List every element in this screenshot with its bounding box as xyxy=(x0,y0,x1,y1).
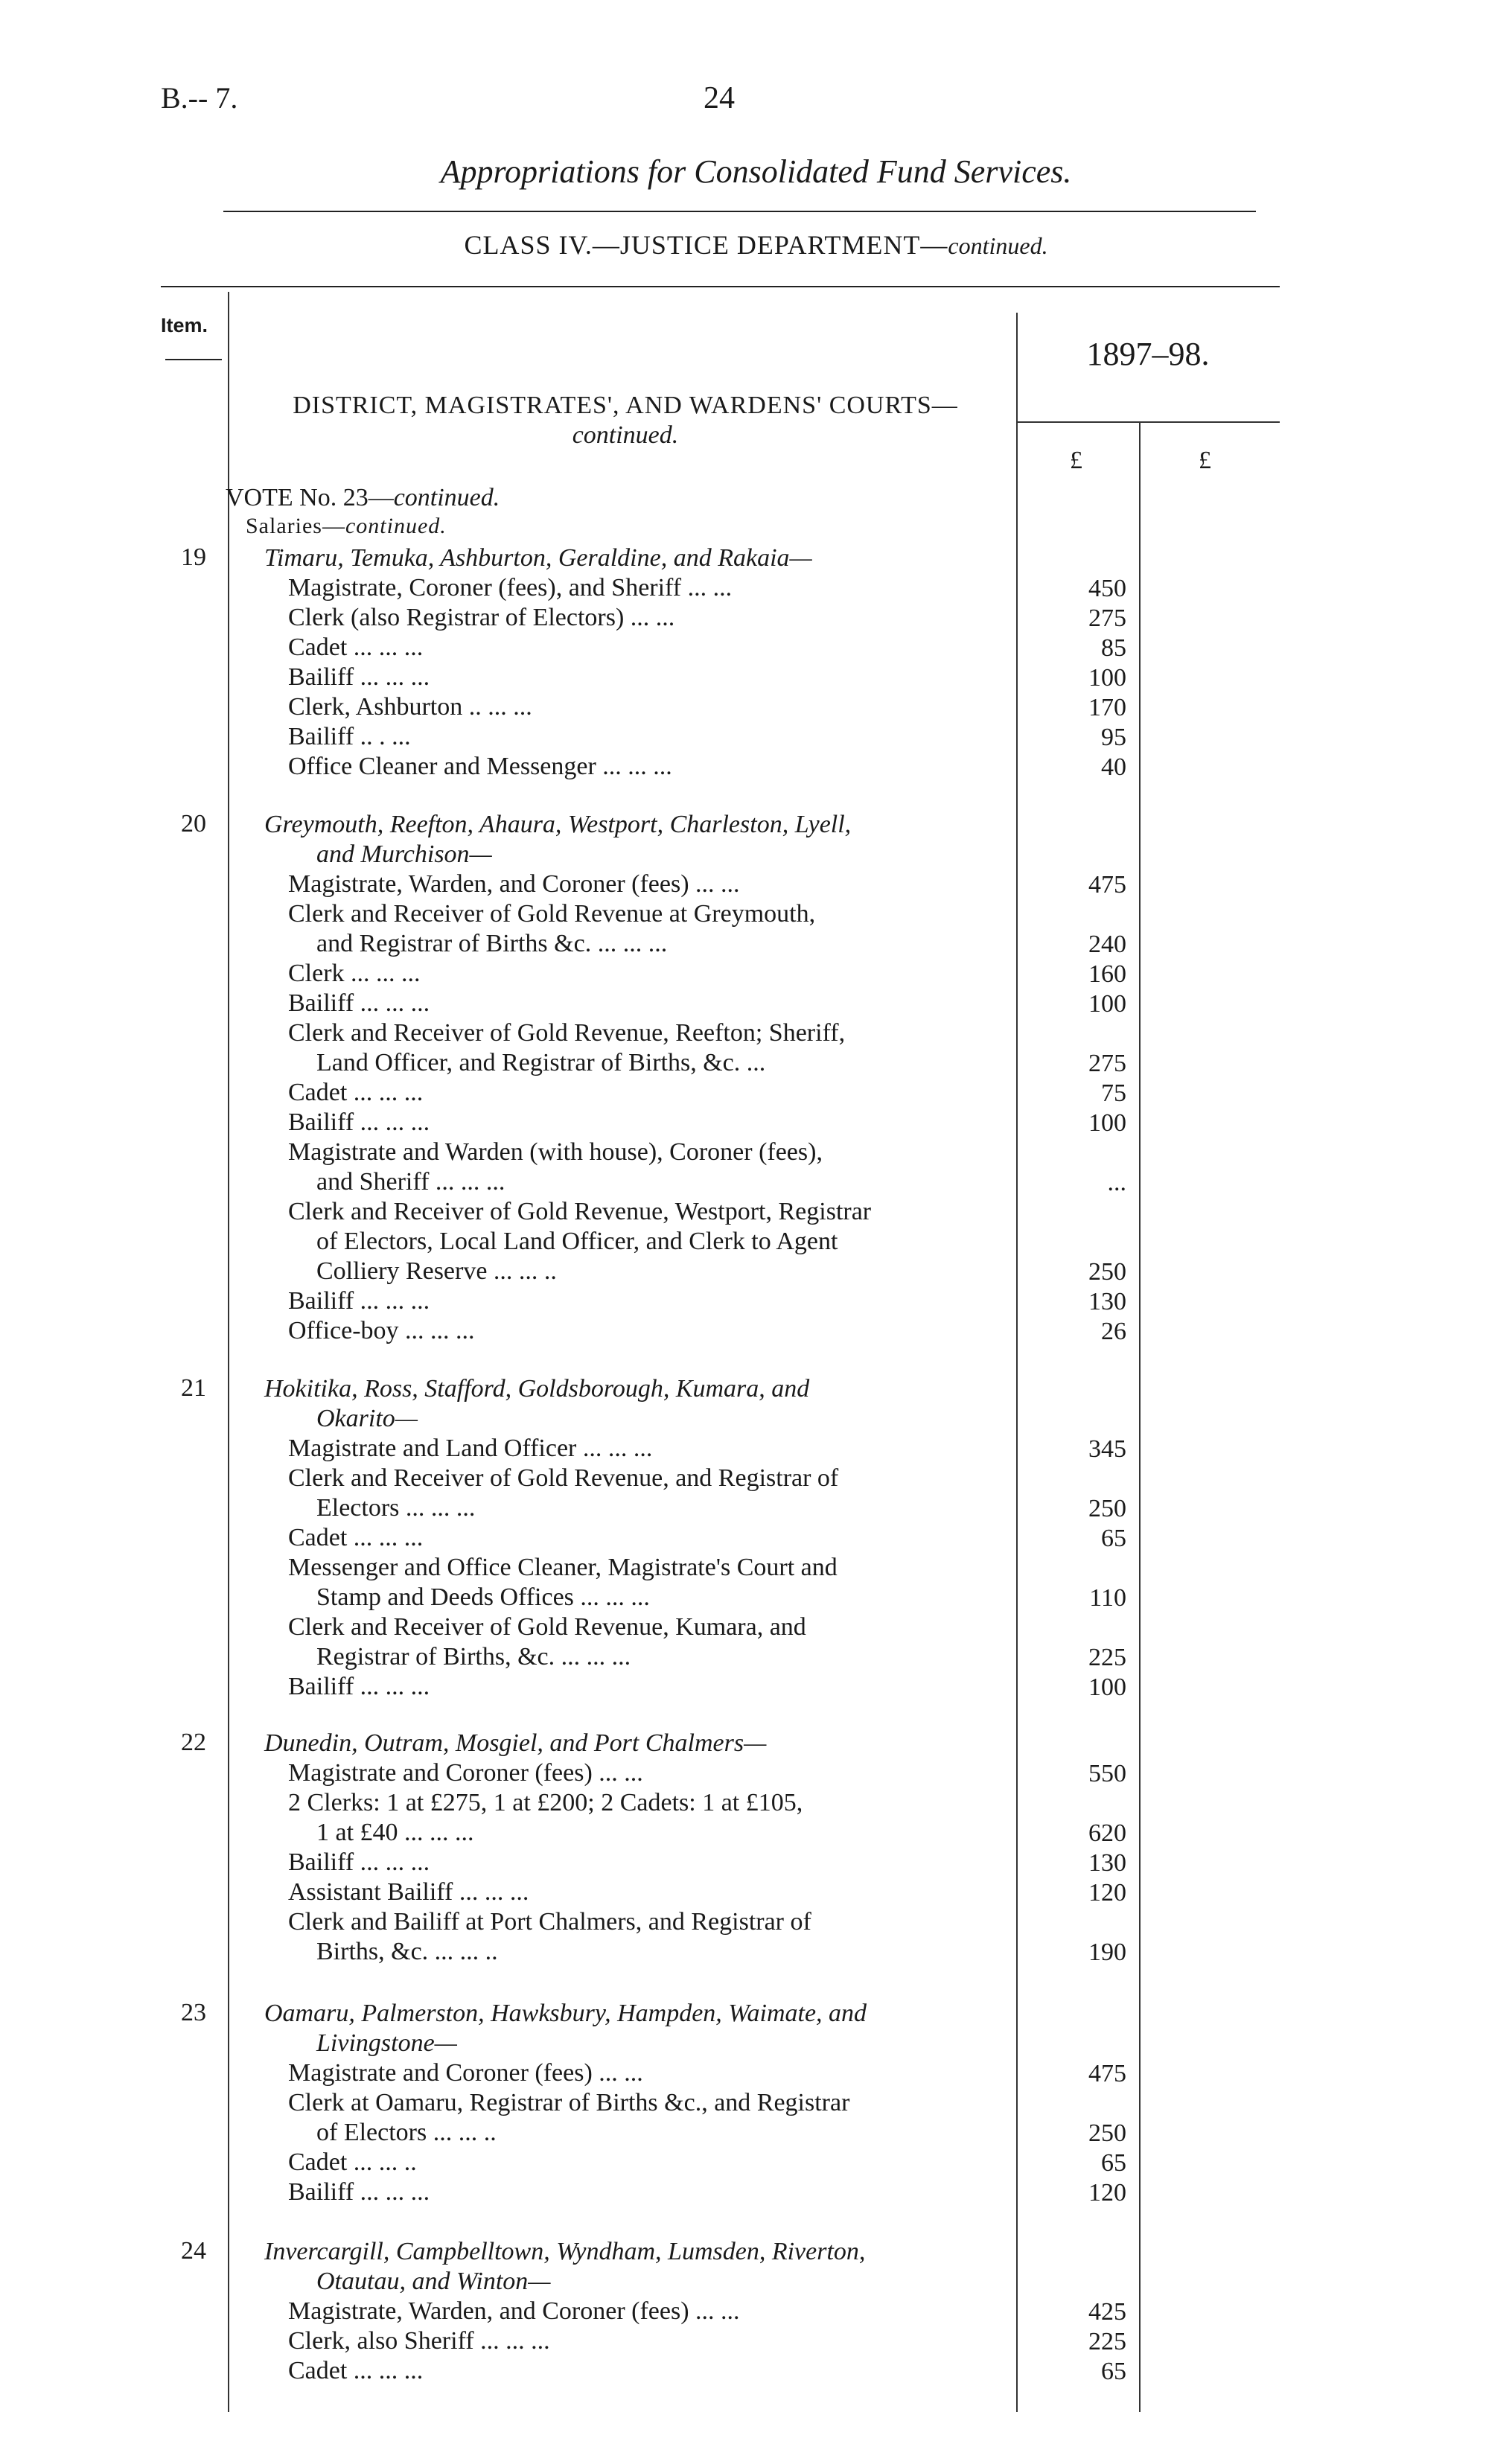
salary-description: Clerk and Bailiff at Port Chalmers, and Registrar of xyxy=(288,1908,811,1936)
salary-amount: 250 xyxy=(1088,2119,1126,2147)
salary-amount: 75 xyxy=(1101,1079,1126,1107)
salary-description: Cadet ... ... ... xyxy=(288,1524,424,1551)
salary-description: Magistrate and Land Officer ... ... ... xyxy=(288,1435,653,1462)
class-heading-continued: continued. xyxy=(948,232,1048,259)
section-heading-text: DISTRICT, MAGISTRATES', AND WARDENS' COURTS— xyxy=(293,392,958,419)
salary-amount: 475 xyxy=(1088,871,1126,899)
salary-amount: 110 xyxy=(1089,1584,1126,1612)
document-reference: B.-- 7. xyxy=(161,81,238,115)
salary-amount: 240 xyxy=(1088,931,1126,958)
salary-amount: 65 xyxy=(1101,1525,1126,1552)
salary-amount: 65 xyxy=(1101,2358,1126,2385)
item-number: 21 xyxy=(181,1374,206,1402)
salary-description: Clerk and Receiver of Gold Revenue, Reefton; Sheriff, xyxy=(288,1019,846,1047)
salary-description: of Electors, Local Land Officer, and Clerk to Agent xyxy=(316,1228,838,1255)
salary-amount: ... xyxy=(1107,1169,1126,1196)
salary-description: Magistrate, Warden, and Coroner (fees) ... ... xyxy=(288,2297,740,2325)
court-location: Greymouth, Reefton, Ahaura, Westport, Charleston, Lyell, xyxy=(264,811,852,838)
salary-amount: 26 xyxy=(1101,1318,1126,1345)
item-number: 19 xyxy=(181,543,206,571)
salary-description: Bailiff ... ... ... xyxy=(288,1848,430,1876)
year-header: 1897–98. xyxy=(1086,336,1210,372)
salary-description: Magistrate and Coroner (fees) ... ... xyxy=(288,2059,643,2087)
salary-amount: 620 xyxy=(1088,1819,1126,1847)
salary-amount: 130 xyxy=(1088,1288,1126,1315)
salary-amount: 550 xyxy=(1088,1760,1126,1787)
court-location: Dunedin, Outram, Mosgiel, and Port Chalmers— xyxy=(264,1729,767,1757)
salary-amount: 100 xyxy=(1088,664,1126,692)
salary-description: Bailiff ... ... ... xyxy=(288,1673,430,1700)
salary-description: Cadet ... ... .. xyxy=(288,2148,417,2176)
salary-description: Magistrate and Warden (with house), Coroner (fees), xyxy=(288,1138,823,1166)
vote-heading-text: VOTE No. 23— xyxy=(226,484,394,511)
salary-amount: 65 xyxy=(1101,2149,1126,2177)
currency-symbol: £ xyxy=(1199,447,1211,474)
class-heading-text: CLASS IV.—JUSTICE DEPARTMENT— xyxy=(464,230,948,260)
salary-description: Magistrate, Coroner (fees), and Sheriff ... ... xyxy=(288,574,733,602)
court-location: Hokitika, Ross, Stafford, Goldsborough, Kumara, and xyxy=(264,1375,810,1403)
salary-description: Clerk and Receiver of Gold Revenue, and Registrar of xyxy=(288,1464,839,1492)
section-heading-continued: continued. xyxy=(572,421,679,449)
currency-symbol: £ xyxy=(1070,447,1082,474)
salary-description: Clerk, Ashburton .. ... ... xyxy=(288,693,532,721)
salary-description: Clerk and Receiver of Gold Revenue at Greymouth, xyxy=(288,900,816,928)
court-location: Otautau, and Winton— xyxy=(316,2268,551,2295)
salary-description: Bailiff ... ... ... xyxy=(288,1108,430,1136)
salary-description: Cadet ... ... ... xyxy=(288,634,424,661)
salary-amount: 120 xyxy=(1088,1879,1126,1907)
page-number: 24 xyxy=(704,81,735,115)
salary-description: of Electors ... ... .. xyxy=(316,2119,497,2146)
salary-description: Office Cleaner and Messenger ... ... ... xyxy=(288,753,672,780)
salary-description: Clerk ... ... ... xyxy=(288,960,421,987)
salary-description: Clerk (also Registrar of Electors) ... ... xyxy=(288,604,675,631)
salary-description: Clerk and Receiver of Gold Revenue, Kumara, and xyxy=(288,1613,806,1641)
salary-amount: 120 xyxy=(1088,2179,1126,2207)
salary-amount: 450 xyxy=(1088,575,1126,602)
salary-amount: 95 xyxy=(1101,724,1126,751)
salary-amount: 40 xyxy=(1101,753,1126,781)
court-location: Timaru, Temuka, Ashburton, Geraldine, and Rakaia— xyxy=(264,544,812,572)
salary-amount: 170 xyxy=(1088,694,1126,721)
court-location: Livingstone— xyxy=(316,2029,457,2057)
salary-amount: 100 xyxy=(1088,1109,1126,1137)
salary-description: Clerk at Oamaru, Registrar of Births &c., and Registrar xyxy=(288,2089,850,2116)
item-column-header: Item. xyxy=(161,314,208,336)
item-number: 22 xyxy=(181,1729,206,1756)
salary-description: Bailiff ... ... ... xyxy=(288,989,430,1017)
salary-description: Cadet ... ... ... xyxy=(288,2357,424,2384)
salary-description: Bailiff ... ... ... xyxy=(288,1287,430,1315)
salary-amount: 190 xyxy=(1088,1939,1126,1966)
salary-amount: 275 xyxy=(1088,1050,1126,1077)
salary-description: 1 at £40 ... ... ... xyxy=(316,1819,474,1846)
court-location: and Murchison— xyxy=(316,840,492,868)
salary-amount: 425 xyxy=(1088,2298,1126,2326)
salary-description: Land Officer, and Registrar of Births, &c. ... xyxy=(316,1049,766,1076)
item-number: 23 xyxy=(181,1999,206,2026)
salary-amount: 130 xyxy=(1088,1849,1126,1877)
court-location: Okarito— xyxy=(316,1405,418,1432)
salary-description: Births, &c. ... ... .. xyxy=(316,1938,498,1965)
salary-amount: 100 xyxy=(1088,1674,1126,1701)
salary-amount: 225 xyxy=(1088,1644,1126,1671)
page-title: Appropriations for Consolidated Fund Services. xyxy=(440,153,1072,190)
salary-description: Bailiff ... ... ... xyxy=(288,663,430,691)
salaries-heading-continued: continued. xyxy=(345,514,447,538)
court-location: Invercargill, Campbelltown, Wyndham, Lumsden, Riverton, xyxy=(264,2238,866,2265)
salaries-heading-text: Salaries— xyxy=(246,514,345,538)
item-number: 24 xyxy=(181,2237,206,2265)
salary-description: Clerk and Receiver of Gold Revenue, Westport, Registrar xyxy=(288,1198,872,1225)
salary-description: Cadet ... ... ... xyxy=(288,1079,424,1106)
salary-amount: 250 xyxy=(1088,1495,1126,1522)
salary-description: Colliery Reserve ... ... .. xyxy=(316,1257,557,1285)
salary-description: Messenger and Office Cleaner, Magistrate's Court and xyxy=(288,1554,838,1581)
salary-amount: 85 xyxy=(1101,634,1126,662)
item-number: 20 xyxy=(181,810,206,837)
salary-description: Stamp and Deeds Offices ... ... ... xyxy=(316,1583,650,1611)
salary-description: Office-boy ... ... ... xyxy=(288,1317,475,1344)
salary-description: Magistrate, Warden, and Coroner (fees) ... ... xyxy=(288,870,740,898)
salary-description: Magistrate and Coroner (fees) ... ... xyxy=(288,1759,643,1787)
salary-description: and Registrar of Births &c. ... ... ... xyxy=(316,930,668,957)
salary-description: Bailiff .. . ... xyxy=(288,723,411,750)
salary-description: Clerk, also Sheriff ... ... ... xyxy=(288,2327,550,2355)
salary-amount: 345 xyxy=(1088,1435,1126,1463)
salary-amount: 250 xyxy=(1088,1258,1126,1286)
salary-amount: 100 xyxy=(1088,990,1126,1018)
court-location: Oamaru, Palmerston, Hawksbury, Hampden, Waimate, and xyxy=(264,2000,867,2027)
salary-description: 2 Clerks: 1 at £275, 1 at £200; 2 Cadets: 1 at £105, xyxy=(288,1789,803,1816)
salary-description: Electors ... ... ... xyxy=(316,1494,476,1522)
salary-description: Assistant Bailiff ... ... ... xyxy=(288,1878,529,1906)
salary-amount: 275 xyxy=(1088,604,1126,632)
salary-description: Bailiff ... ... ... xyxy=(288,2178,430,2206)
salary-amount: 475 xyxy=(1088,2060,1126,2087)
salary-amount: 160 xyxy=(1088,960,1126,988)
salary-description: and Sheriff ... ... ... xyxy=(316,1168,505,1196)
salary-amount: 225 xyxy=(1088,2328,1126,2355)
vote-heading-continued: continued. xyxy=(393,484,500,511)
salary-description: Registrar of Births, &c. ... ... ... xyxy=(316,1643,631,1671)
